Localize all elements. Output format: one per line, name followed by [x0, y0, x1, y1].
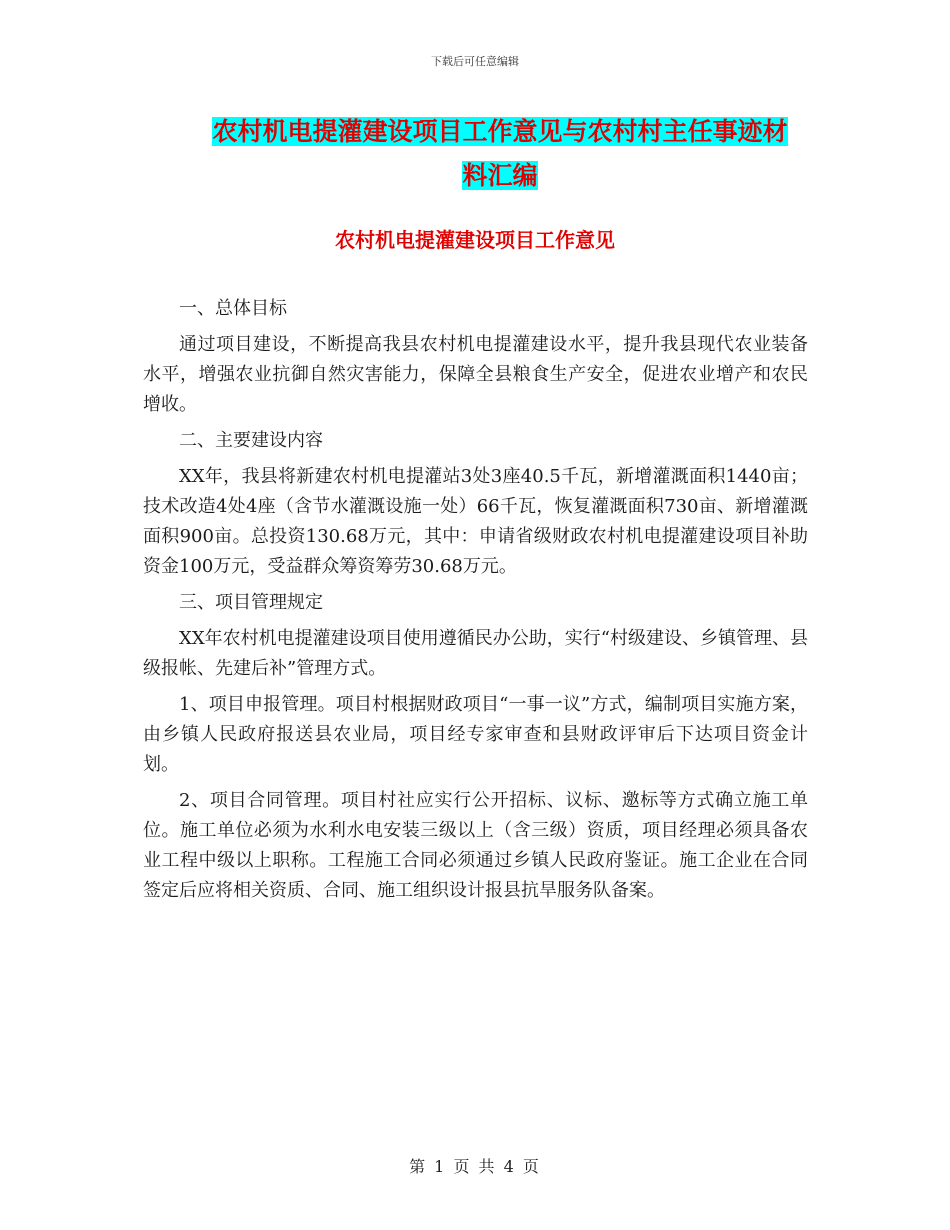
heading-overall-goal: 一、总体目标 [179, 298, 287, 319]
paragraph-construction-content: XX年，我县将新建农村机电提灌站3处3座40.5千瓦，新增灌溉面积1440亩；技术改造4处4座（含节水灌溉设施一处）66千瓦，恢复灌溉面积730亩、新增灌溉面积900亩。总投资130.68万元，其中：申请省级财政农村机电提灌建设项目补助资金100万元，受益群众筹资筹劳30.68万元。 [143, 466, 808, 577]
page-number: 第 1 页 共 4 页 [409, 1157, 541, 1176]
header-note: 下载后可任意编辑 [431, 55, 519, 68]
document-title [190, 110, 810, 198]
paragraph-management-mode: XX年农村机电提灌建设项目使用遵循民办公助，实行“村级建设、乡镇管理、县级报帐、先建后补”管理方式。 [143, 628, 808, 679]
paragraph-contract-management: 2、项目合同管理。项目村社应实行公开招标、议标、邀标等方式确立施工单位。施工单位必须为水利水电安装三级以上（含三级）资质，项目经理必须具备农业工程中级以上职称。工程施工合同必须通过乡镇人民政府鉴证。施工企业在合同签定后应将相关资质、合同、施工组织设计报县抗旱服务队备案。 [143, 790, 808, 901]
paragraph-overall-goal: 通过项目建设，不断提高我县农村机电提灌建设水平，提升我县现代农业装备水平，增强农业抗御自然灾害能力，保障全县粮食生产安全，促进农业增产和农民增收。 [143, 334, 808, 415]
document-title-line-2: 料汇编 [462, 161, 538, 190]
document-title-line-1: 农村机电提灌建设项目工作意见与农村村主任事迹材 [212, 117, 788, 146]
paragraph-application-management: 1、项目申报管理。项目村根据财政项目“一事一议”方式，编制项目实施方案，由乡镇人民政府报送县农业局，项目经专家审查和县财政评审后下达项目资金计划。 [143, 694, 808, 775]
section-title: 农村机电提灌建设项目工作意见 [335, 228, 615, 252]
document-body [143, 294, 808, 906]
heading-construction-content: 二、主要建设内容 [179, 430, 323, 451]
heading-management-rules: 三、项目管理规定 [179, 592, 323, 613]
